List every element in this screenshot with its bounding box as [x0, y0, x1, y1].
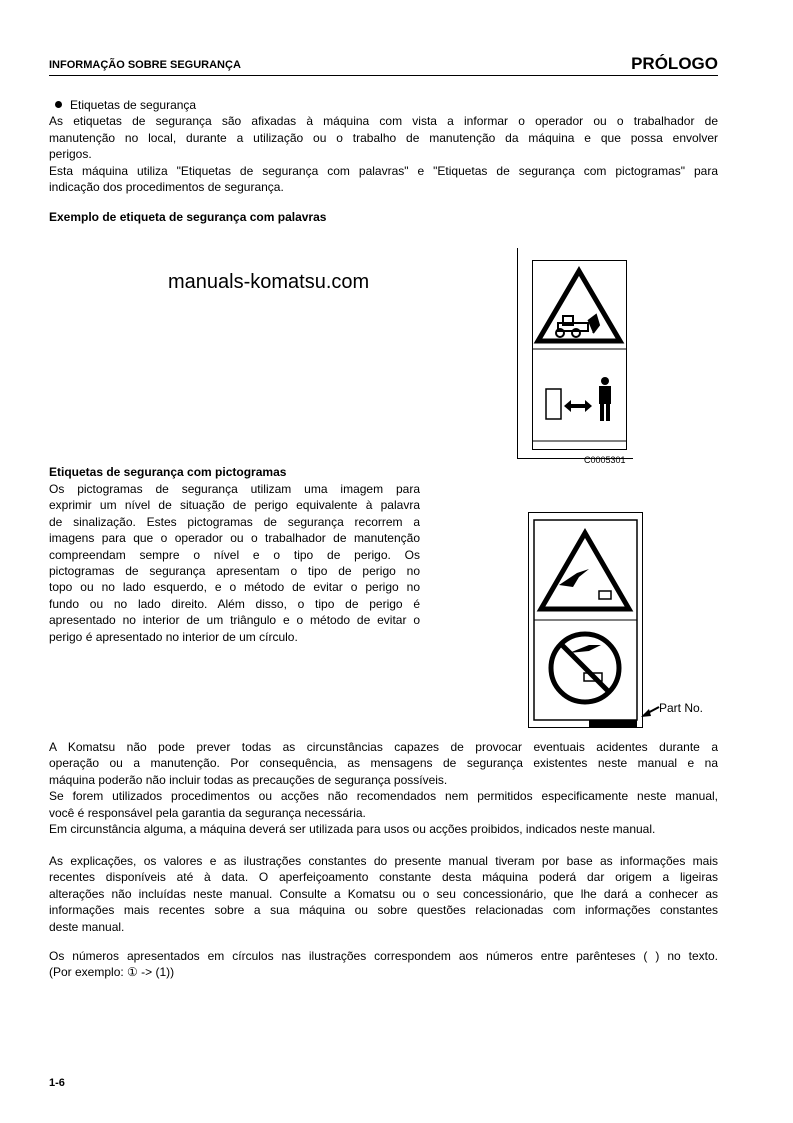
bullet-item — [49, 97, 718, 113]
pictogram-line: compreendam sempre o nível e o tipo de perigo. Os — [49, 547, 420, 562]
arrow-pointer-icon — [641, 704, 661, 720]
info-line: alterações não incluídas neste manual. Consulte a Komatsu ou o seu concessionário, que lhe dará a conhecer as — [49, 886, 718, 901]
bullet-icon — [55, 101, 62, 108]
pictogram-line: topo ou no lado esquerdo, e o método de evitar o perigo no — [49, 580, 420, 595]
figure-code: C0005301 — [584, 455, 626, 465]
intro-line: manutenção no local, durante a utilização ou o trabalho de manutenção da máquina e que possa envolver — [49, 130, 718, 145]
pictogram-line: Os pictogramas de segurança utilizam uma imagem para — [49, 482, 420, 496]
pictogram-line: perigo é apresentado no interior de um círculo. — [49, 629, 298, 644]
words-label-heading: Exemplo de etiqueta de segurança com palavras — [49, 210, 327, 224]
word-label-figure — [517, 248, 633, 465]
disclaimer-paragraph — [49, 739, 718, 837]
disclaimer-line: Em circunstância alguma, a máquina deverá ser utilizada para usos ou acções proibidos, indicados neste manual. — [49, 821, 656, 836]
info-line: recentes disponíveis até à data. O aperfeiçoamento constante desta máquina poderá dar origem a ligeiras — [49, 870, 718, 885]
pictogram-line: apresentado no interior de um triângulo e o método de evitar o — [49, 613, 420, 628]
intro-section — [49, 97, 718, 195]
info-paragraph — [49, 853, 718, 935]
pictogram-heading: Etiquetas de segurança com pictogramas — [49, 465, 287, 479]
intro-line: As etiquetas de segurança são afixadas à máquina com vista a informar o operador ou o trabalhador de — [49, 114, 718, 129]
part-number-label: Part No. — [659, 701, 704, 715]
intro-line: perigos. — [49, 147, 92, 162]
pictogram-line: exprimir um nível de situação de perigo equivalente à palavra — [49, 498, 420, 513]
disclaimer-line: Se forem utilizados procedimentos ou acções não recomendados nem permitidos especificamente neste manual, — [49, 789, 718, 804]
info-line: As explicações, os valores e as ilustrações constantes do presente manual tiveram por base as informações mais — [49, 854, 718, 868]
pictogram-safety-label-icon — [529, 513, 642, 727]
disclaimer-line: A Komatsu não pode prever todas as circunstâncias capazes de provocar eventuais acidentes durante a — [49, 740, 718, 754]
intro-line: Esta máquina utiliza "Etiquetas de segurança com palavras" e "Etiquetas de segurança com pictogramas" para — [49, 163, 718, 178]
watermark: manuals-komatsu.com — [168, 271, 370, 293]
disclaimer-line: máquina poderão não incluir todas as precauções de segurança possíveis. — [49, 772, 448, 787]
pictogram-line: de sinalização. Estes pictogramas de segurança recorrem a — [49, 514, 420, 529]
pictogram-line: pictogramas de segurança apresentam o tipo de perigo no — [49, 563, 420, 578]
numbering-line: Os números apresentados em círculos nas ilustrações correspondem aos números entre parênteses ( ) no texto. — [49, 949, 718, 963]
info-line: informações mais recentes sobre a sua máquina ou sobre questões relacionadas com informações constantes — [49, 903, 718, 918]
bullet-label: Etiquetas de segurança — [70, 98, 197, 112]
pictogram-paragraph — [49, 481, 420, 645]
hazard-pictogram-icon — [533, 261, 626, 449]
section-title: INFORMAÇÃO SOBRE SEGURANÇA — [49, 59, 241, 71]
info-line: deste manual. — [49, 919, 125, 934]
pictogram-line: fundo ou no lado direito. Além disso, o tipo de perigo é — [49, 596, 420, 611]
pictogram-label-figure — [528, 512, 643, 728]
chapter-title: PRÓLOGO — [631, 54, 718, 73]
disclaimer-line: você é responsável pela garantia da segurança necessária. — [49, 805, 366, 820]
pictogram-line: imagens para que o operador ou o trabalhador de manutenção — [49, 531, 420, 546]
numbering-line: (Por exemplo: ① -> (1)) — [49, 965, 175, 980]
safety-label — [532, 260, 627, 450]
disclaimer-line: operação ou a manutenção. Por consequência, as mensagens de segurança existentes neste manual e na — [49, 756, 718, 771]
numbering-paragraph — [49, 948, 718, 981]
page-number: 1-6 — [49, 1077, 65, 1089]
intro-line: indicação dos procedimentos de segurança. — [49, 179, 284, 194]
header-divider — [49, 75, 718, 76]
